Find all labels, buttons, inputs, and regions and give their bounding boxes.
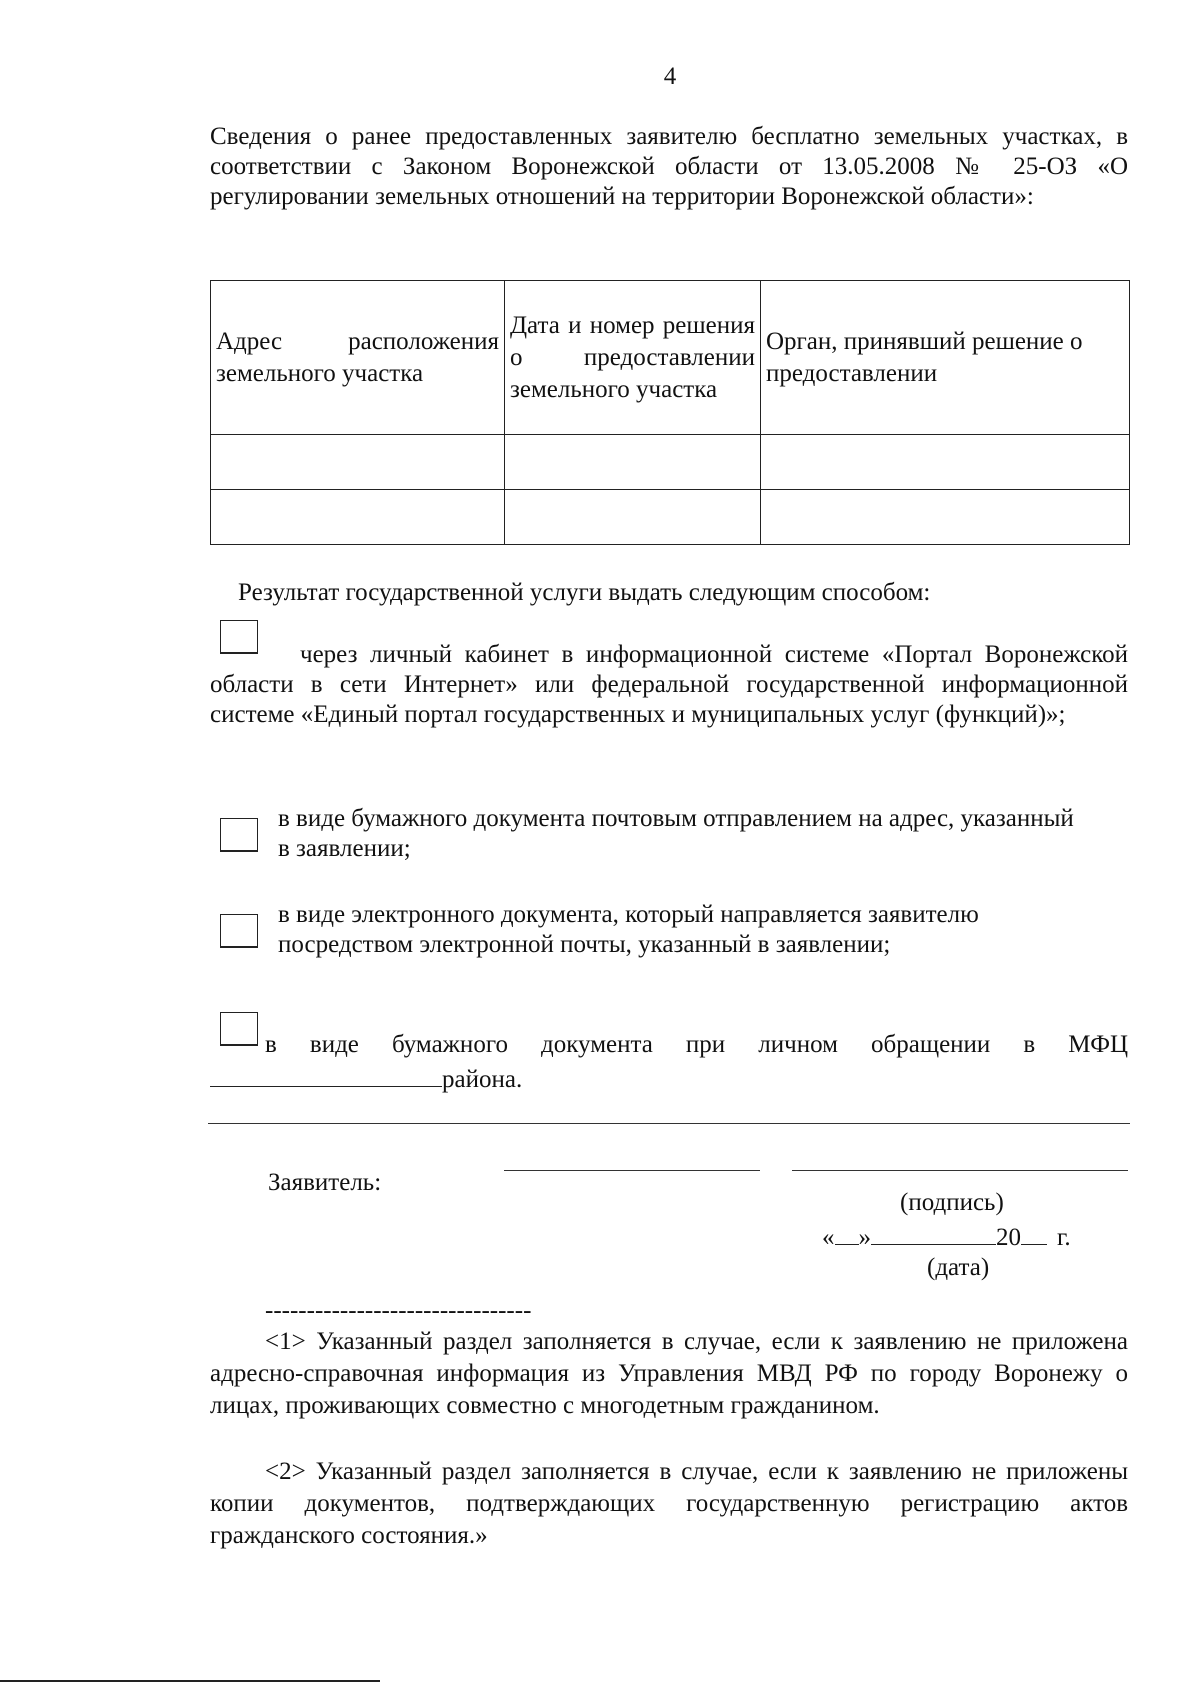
table-row	[211, 435, 1130, 490]
district-label: района.	[442, 1066, 523, 1093]
header-authority: Орган, принявший решение о предоставлении	[761, 281, 1130, 435]
district-blank[interactable]	[210, 1062, 442, 1087]
option-portal-text: через личный кабинет в информационной системе «Портал Воронежской области в сети Интернет» или федеральной государственной информационной системе «Единый портал государственных и муниципальных услуг (функций)»;	[210, 641, 1128, 728]
date-open-quote: «	[822, 1224, 835, 1251]
date-close-quote: »	[858, 1224, 871, 1251]
table-cell[interactable]	[761, 490, 1130, 545]
option-mfc-district	[210, 1062, 522, 1095]
header-address: Адрес расположения земельного участка	[211, 281, 505, 435]
signature-caption: (подпись)	[900, 1189, 1004, 1216]
land-plots-table	[210, 280, 1130, 545]
result-title: Результат государственной услуги выдать следующим способом:	[238, 579, 931, 606]
option-mail-text: в виде бумажного документа почтовым отправлением на адрес, указанный в заявлении;	[278, 805, 1074, 862]
checkbox-email[interactable]	[220, 914, 258, 948]
applicant-label: Заявитель:	[268, 1169, 382, 1196]
day-blank[interactable]	[835, 1220, 859, 1245]
table-cell[interactable]	[211, 490, 505, 545]
year-suffix: г.	[1057, 1224, 1071, 1251]
table-cell[interactable]	[505, 435, 761, 490]
footnote-2: <2> Указанный раздел заполняется в случае, если к заявлению не приложены копии документов, подтверждающих государственную регистрацию актов гражданского состояния.»	[210, 1458, 1128, 1549]
checkbox-mail[interactable]	[220, 818, 258, 852]
option-mfc-text: в виде бумажного документа при личном обращении в МФЦ	[265, 1031, 1128, 1058]
month-blank[interactable]	[871, 1220, 996, 1245]
checkbox-mfc[interactable]	[220, 1012, 258, 1046]
table-cell[interactable]	[505, 490, 761, 545]
footnote-separator: --------------------------------	[265, 1297, 532, 1324]
bottom-edge-line	[0, 1680, 380, 1682]
year-blank[interactable]	[1021, 1220, 1047, 1245]
footnote-1: <1> Указанный раздел заполняется в случае, если к заявлению не приложена адресно-справочная информация из Управления МВД РФ по городу Воронежу о лицах, проживающих совместно с многодетным гражданином.	[210, 1328, 1128, 1419]
table-cell[interactable]	[761, 435, 1130, 490]
name-blank[interactable]	[792, 1170, 1128, 1171]
divider-line	[208, 1123, 1130, 1124]
year-prefix: 20	[996, 1224, 1021, 1251]
signature-blank[interactable]	[504, 1170, 760, 1171]
header-decision: Дата и номер решения о предоставлении земельного участка	[505, 281, 761, 435]
date-line	[822, 1220, 1071, 1253]
table-header-row	[211, 281, 1130, 435]
date-caption: (дата)	[927, 1254, 990, 1281]
page-number: 4	[663, 63, 677, 90]
option-email-text: в виде электронного документа, который направляется заявителю посредством электронной почты, указанный в заявлении;	[278, 901, 979, 958]
table-row	[211, 490, 1130, 545]
intro-paragraph: Сведения о ранее предоставленных заявителю бесплатно земельных участках, в соответствии с Законом Воронежской области от 13.05.2008 № 25-ОЗ «О регулировании земельных отношений на территории Воронежской области»:	[210, 123, 1128, 210]
table-cell[interactable]	[211, 435, 505, 490]
